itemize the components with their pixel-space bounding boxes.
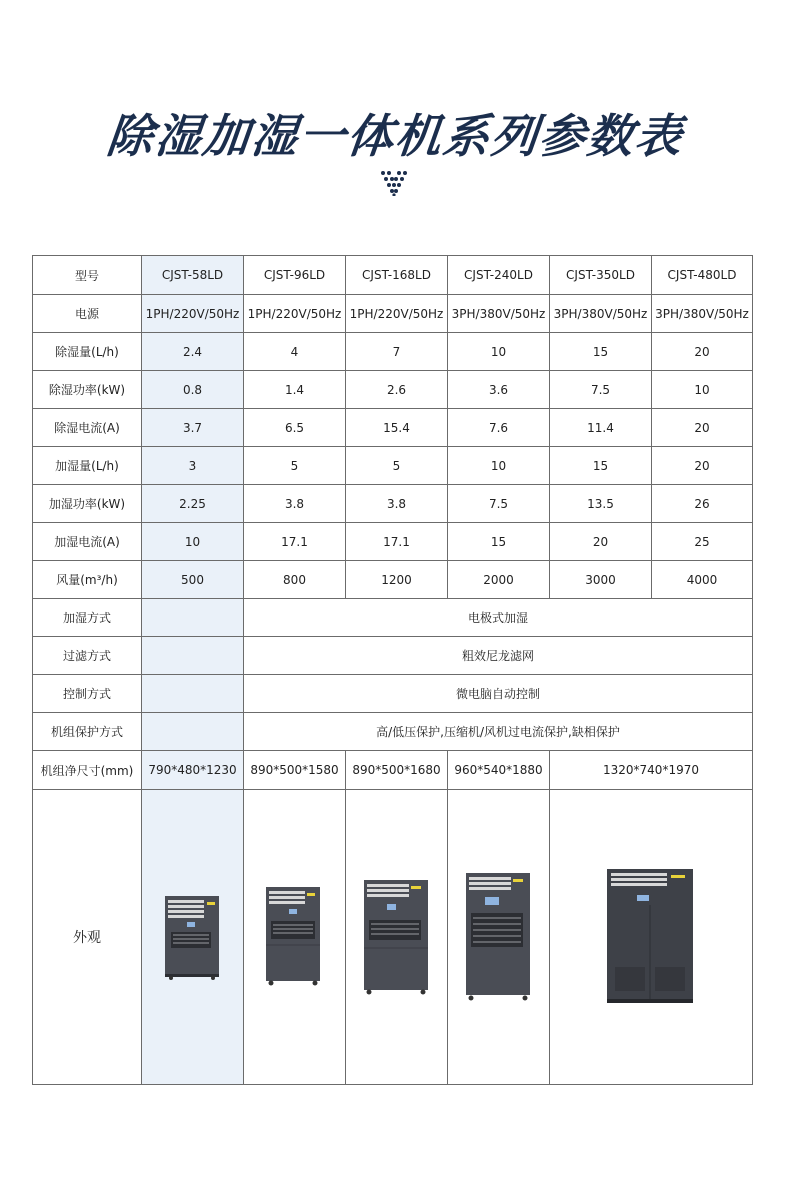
table-cell: 10: [448, 447, 550, 485]
model-cell: CJST-480LD: [652, 256, 753, 295]
table-cell: 1PH/220V/50Hz: [142, 295, 244, 333]
table-cell: 3.8: [346, 485, 448, 523]
table-cell: 7.6: [448, 409, 550, 447]
row-label: 加湿量(L/h): [33, 447, 142, 485]
row-label: 机组保护方式: [33, 713, 142, 751]
row-label: 风量(m³/h): [33, 561, 142, 599]
table-cell: 2.6: [346, 371, 448, 409]
product-image-cell: [346, 790, 448, 1085]
table-cell: 15: [448, 523, 550, 561]
row-label: 加湿电流(A): [33, 523, 142, 561]
table-row-humidify-power: [33, 485, 753, 523]
table-row-model: [33, 256, 753, 295]
table-cell: 7.5: [550, 371, 652, 409]
table-cell: 26: [652, 485, 753, 523]
table-cell: 10: [652, 371, 753, 409]
table-cell: 1320*740*1970: [550, 751, 753, 790]
model-cell: CJST-240LD: [448, 256, 550, 295]
merged-cell: 高/低压保护,压缩机/风机过电流保护,缺相保护: [244, 713, 753, 751]
table-cell: 5: [346, 447, 448, 485]
table-row-humidify-capacity: [33, 447, 753, 485]
row-label: 电源: [33, 295, 142, 333]
table-cell: 13.5: [550, 485, 652, 523]
table-cell: 3000: [550, 561, 652, 599]
table-cell: 20: [652, 447, 753, 485]
table-cell: 3.7: [142, 409, 244, 447]
table-row-filter-method: [33, 637, 753, 675]
table-row-appearance: [33, 790, 753, 1085]
table-cell: 11.4: [550, 409, 652, 447]
table-cell: 15: [550, 333, 652, 371]
table-cell: 17.1: [346, 523, 448, 561]
table-cell: 7.5: [448, 485, 550, 523]
table-cell: 2.25: [142, 485, 244, 523]
table-cell: [142, 637, 244, 675]
table-cell: 890*500*1680: [346, 751, 448, 790]
table-cell: 6.5: [244, 409, 346, 447]
row-label: 过滤方式: [33, 637, 142, 675]
model-cell: CJST-58LD: [142, 256, 244, 295]
page-title: 除湿加湿一体机系列参数表: [104, 109, 687, 163]
table-cell: 2000: [448, 561, 550, 599]
product-image-cell: [244, 790, 346, 1085]
table-cell: 3: [142, 447, 244, 485]
row-label: 控制方式: [33, 675, 142, 713]
table-cell: 17.1: [244, 523, 346, 561]
table-cell: 3PH/380V/50Hz: [652, 295, 753, 333]
unit-image-58ld: [163, 894, 223, 980]
table-cell: 3.8: [244, 485, 346, 523]
table-row-control-method: [33, 675, 753, 713]
table-cell: 20: [652, 409, 753, 447]
table-cell: 1PH/220V/50Hz: [346, 295, 448, 333]
table-cell: 5: [244, 447, 346, 485]
merged-cell: 电极式加湿: [244, 599, 753, 637]
model-cell: CJST-350LD: [550, 256, 652, 295]
table-cell: 1200: [346, 561, 448, 599]
table-row-dehumidify-capacity: [33, 333, 753, 371]
row-label: 除湿电流(A): [33, 409, 142, 447]
table-row-airflow: [33, 561, 753, 599]
table-row-protection: [33, 713, 753, 751]
row-label: 型号: [33, 256, 142, 295]
row-label: 加湿功率(kW): [33, 485, 142, 523]
table-cell: 4: [244, 333, 346, 371]
table-cell: 2.4: [142, 333, 244, 371]
table-cell: 1PH/220V/50Hz: [244, 295, 346, 333]
table-row-dehumidify-current: [33, 409, 753, 447]
table-cell: 3PH/380V/50Hz: [448, 295, 550, 333]
table-cell: 960*540*1880: [448, 751, 550, 790]
model-cell: CJST-168LD: [346, 256, 448, 295]
unit-image-240ld: [463, 871, 535, 1003]
table-cell: 3.6: [448, 371, 550, 409]
unit-image-350ld-480ld: [605, 867, 697, 1007]
table-cell: 500: [142, 561, 244, 599]
table-cell: 25: [652, 523, 753, 561]
table-cell: 0.8: [142, 371, 244, 409]
unit-image-168ld: [361, 878, 433, 996]
table-row-humidify-current: [33, 523, 753, 561]
table-cell: 10: [142, 523, 244, 561]
model-cell: CJST-96LD: [244, 256, 346, 295]
table-cell: 10: [448, 333, 550, 371]
row-label: 加湿方式: [33, 599, 142, 637]
unit-image-96ld: [263, 885, 327, 989]
brand-logo-icon: [380, 170, 408, 196]
table-row-dimensions: [33, 751, 753, 790]
table-cell: 800: [244, 561, 346, 599]
merged-cell: 粗效尼龙滤网: [244, 637, 753, 675]
row-label: 机组净尺寸(mm): [33, 751, 142, 790]
table-cell: [142, 713, 244, 751]
table-cell: 7: [346, 333, 448, 371]
product-image-cell: [448, 790, 550, 1085]
table-cell: 790*480*1230: [142, 751, 244, 790]
table-cell: 15.4: [346, 409, 448, 447]
product-image-cell: [142, 790, 244, 1085]
table-cell: 4000: [652, 561, 753, 599]
table-cell: 20: [550, 523, 652, 561]
table-cell: 20: [652, 333, 753, 371]
row-label: 除湿功率(kW): [33, 371, 142, 409]
row-label: 外观: [33, 790, 142, 1085]
table-cell: 15: [550, 447, 652, 485]
table-row-power-supply: [33, 295, 753, 333]
table-cell: 1.4: [244, 371, 346, 409]
table-cell: [142, 599, 244, 637]
spec-table: [32, 255, 753, 1085]
row-label: 除湿量(L/h): [33, 333, 142, 371]
product-image-cell: [550, 790, 753, 1085]
table-cell: 3PH/380V/50Hz: [550, 295, 652, 333]
table-row-humidify-method: [33, 599, 753, 637]
table-cell: [142, 675, 244, 713]
table-row-dehumidify-power: [33, 371, 753, 409]
merged-cell: 微电脑自动控制: [244, 675, 753, 713]
table-cell: 890*500*1580: [244, 751, 346, 790]
